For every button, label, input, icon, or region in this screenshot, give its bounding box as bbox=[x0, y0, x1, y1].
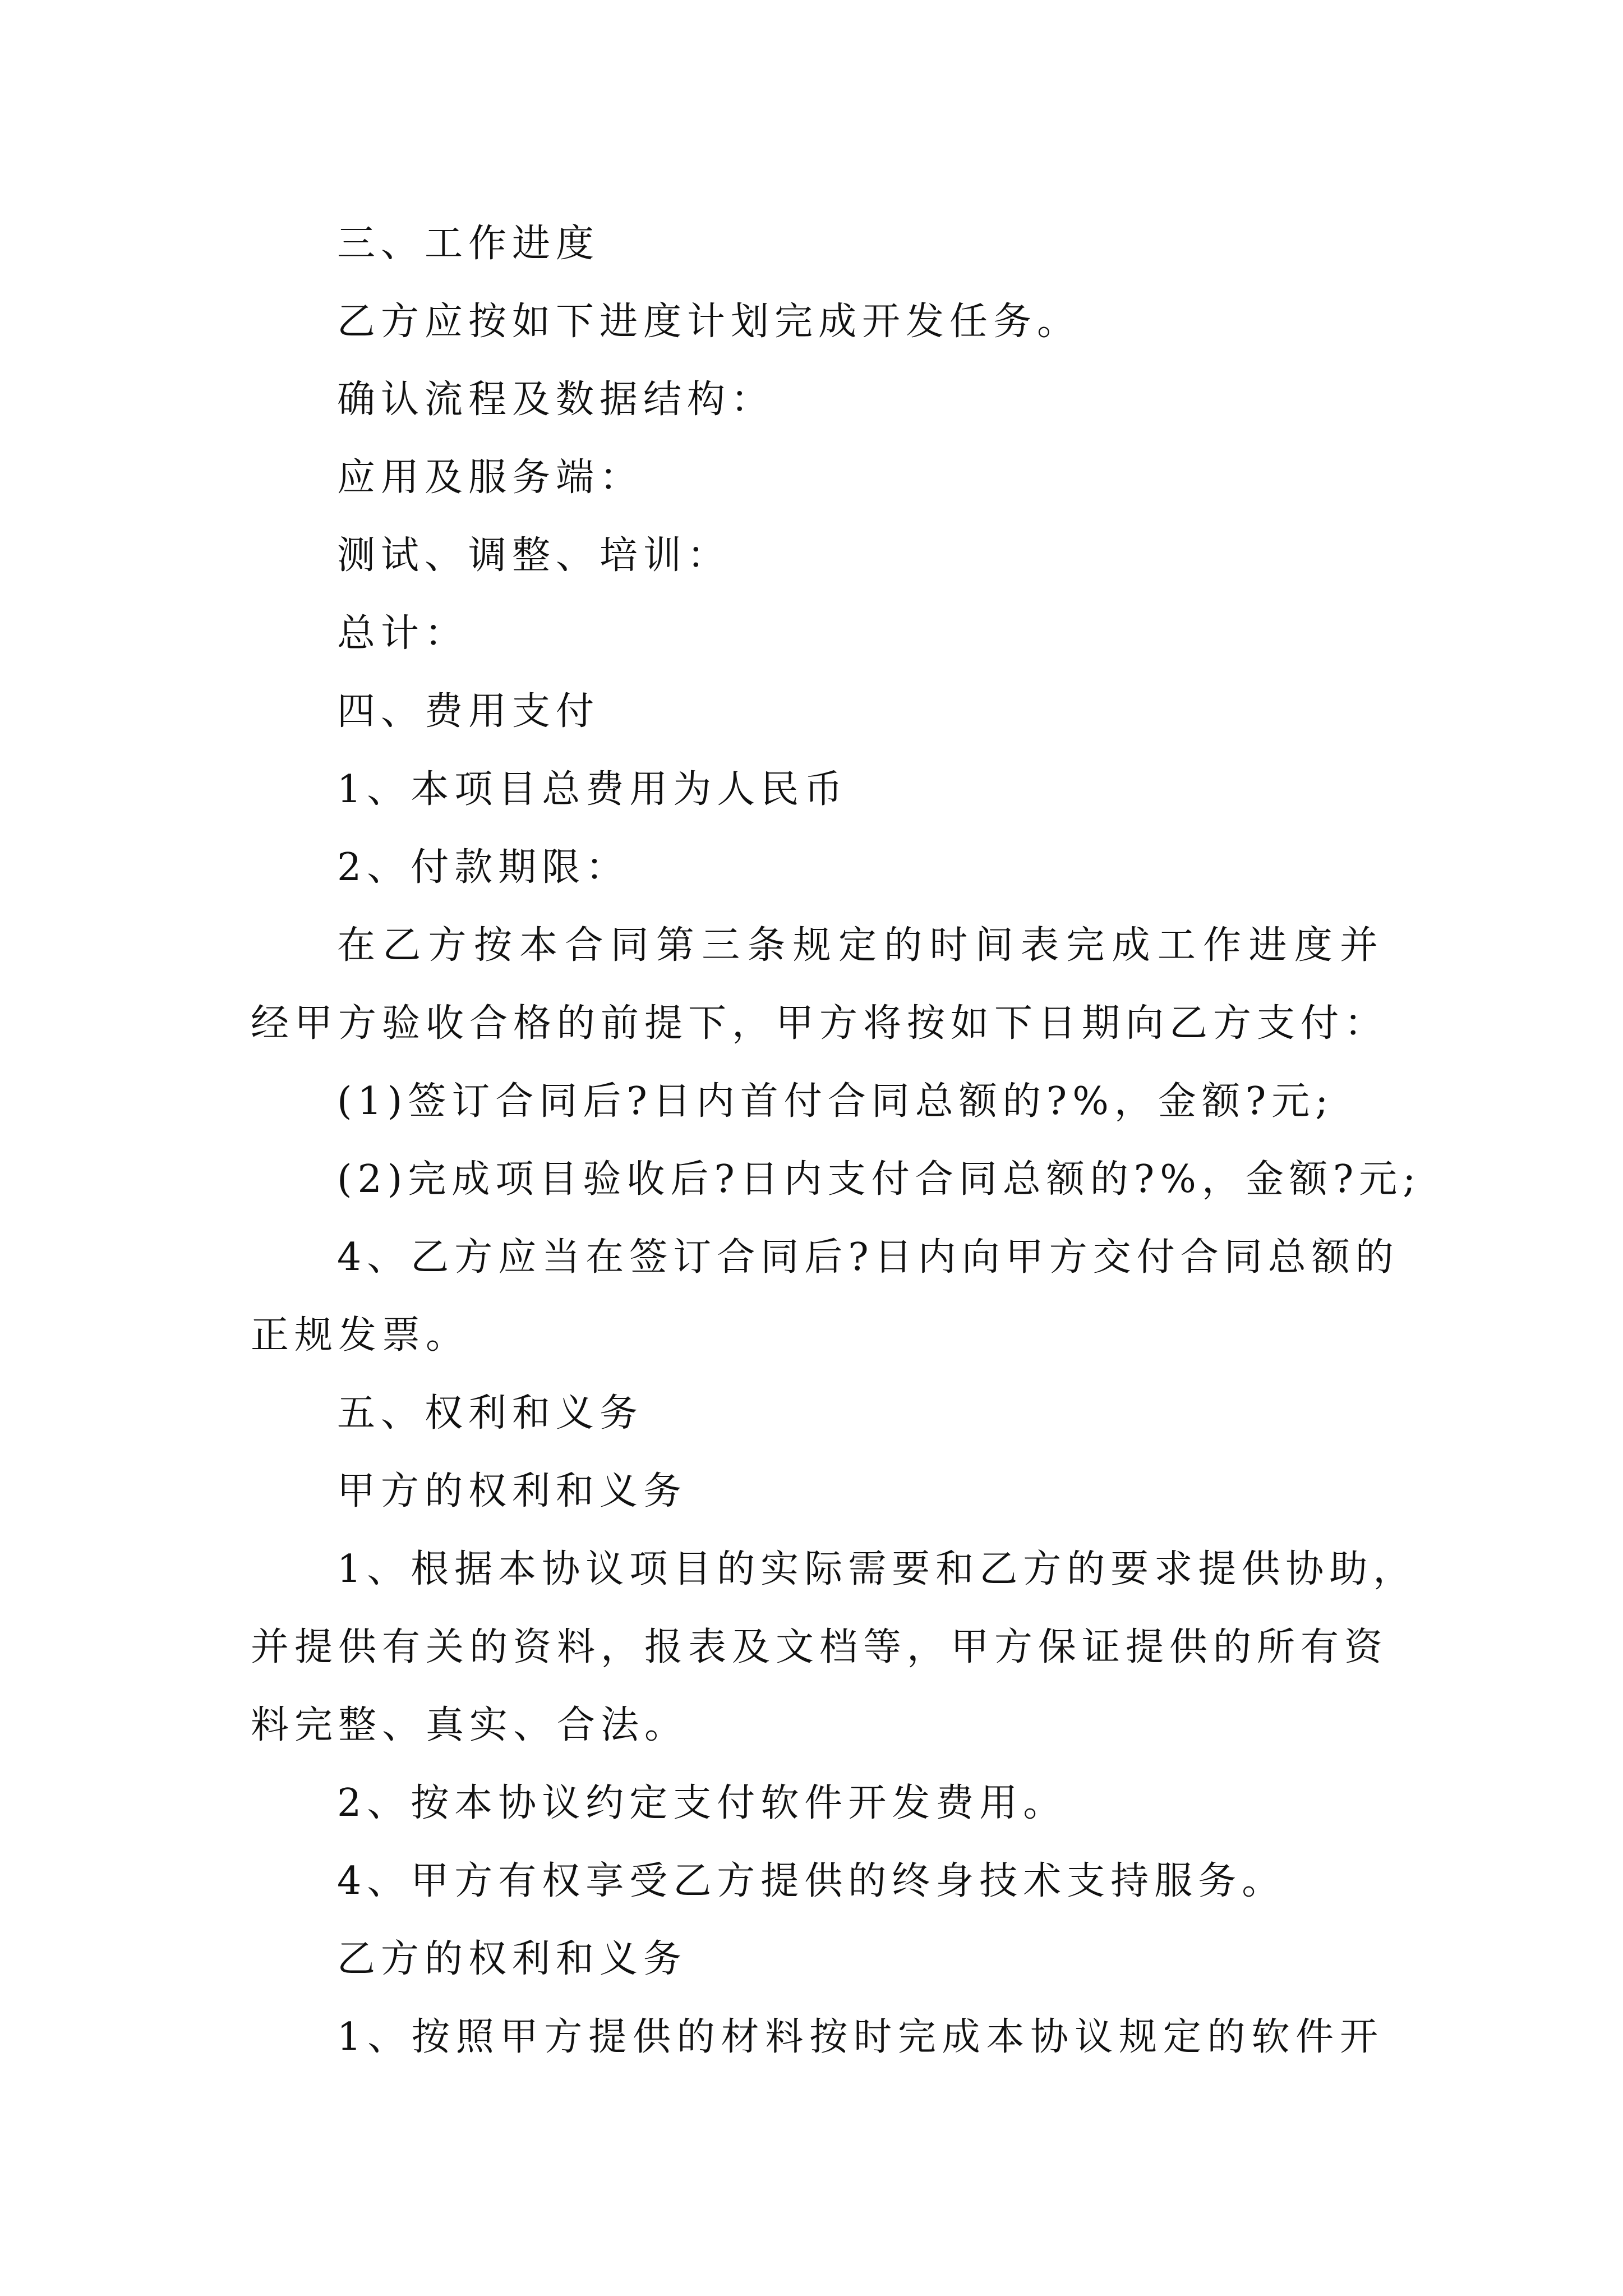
paragraph-line: 2、按本协议约定支付软件开发费用。 bbox=[337, 1781, 1067, 1825]
paragraph-line: 在乙方按本合同第三条规定的时间表完成工作进度并 bbox=[337, 923, 1384, 968]
paragraph-line: 经甲方验收合格的前提下，甲方将按如下日期向乙方支付： bbox=[251, 1001, 1389, 1046]
paragraph-line: 应用及服务端： bbox=[337, 455, 644, 500]
paragraph-line: 1、按照甲方提供的材料按时完成本协议规定的软件开 bbox=[337, 2015, 1384, 2059]
paragraph-line: 4、乙方应当在签订合同后?日内向甲方交付合同总额的 bbox=[337, 1235, 1399, 1280]
subsection-heading: 乙方的权利和义务 bbox=[337, 1937, 688, 1981]
paragraph-line: 4、甲方有权享受乙方提供的终身技术支持服务。 bbox=[337, 1859, 1286, 1903]
paragraph-line: 并提供有关的资料，报表及文档等，甲方保证提供的所有资 bbox=[251, 1625, 1389, 1669]
paragraph-line: 总计： bbox=[337, 611, 469, 656]
paragraph-line: 料完整、真实、合法。 bbox=[251, 1703, 689, 1747]
paragraph-line: 1、本项目总费用为人民币 bbox=[337, 767, 849, 812]
section-heading: 三、工作进度 bbox=[337, 222, 600, 266]
paragraph-line: (1)签订合同后?日内首付合同总额的?%，金额?元; bbox=[337, 1079, 1334, 1124]
paragraph-line: 2、付款期限： bbox=[337, 845, 630, 890]
section-heading: 四、费用支付 bbox=[337, 689, 600, 734]
paragraph-line: 测试、调整、培训： bbox=[337, 533, 731, 578]
paragraph-line: 乙方应按如下进度计划完成开发任务。 bbox=[337, 300, 1081, 344]
paragraph-line: 正规发票。 bbox=[251, 1313, 470, 1358]
paragraph-line: 确认流程及数据结构： bbox=[337, 378, 775, 422]
paragraph-line: 1、根据本协议项目的实际需要和乙方的要求提供协助， bbox=[337, 1547, 1417, 1591]
section-heading: 五、权利和义务 bbox=[337, 1391, 644, 1435]
paragraph-line: (2)完成项目验收后?日内支付合同总额的?%，金额?元; bbox=[337, 1157, 1422, 1202]
document-body bbox=[251, 205, 1422, 2076]
subsection-heading: 甲方的权利和义务 bbox=[337, 1469, 688, 1513]
